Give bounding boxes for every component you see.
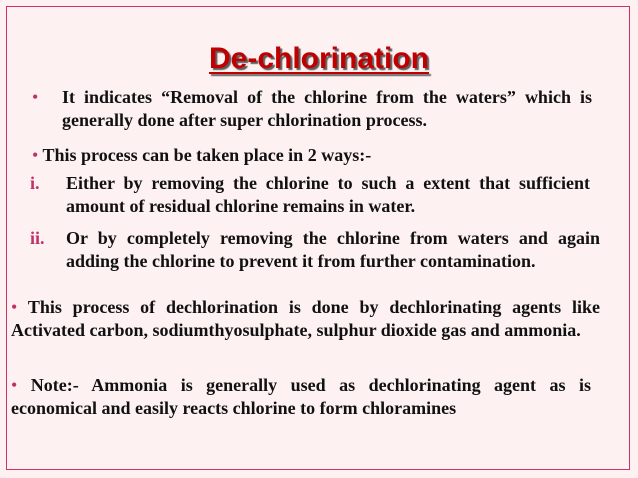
bullet-text: This process can be taken place in 2 ways:- xyxy=(42,145,372,165)
list-item-1 xyxy=(30,172,590,217)
list-item-text: Or by completely removing the chlorine from waters and again adding the chlorine to prevent it from further contamination. xyxy=(66,228,600,271)
bullet-removal-definition xyxy=(32,86,592,131)
list-marker: i. xyxy=(30,173,40,193)
list-item-text: Either by removing the chlorine to such a extent that sufficient amount of residual chlorine remains in water. xyxy=(66,173,590,216)
bullet-icon: • xyxy=(32,145,39,165)
slide-title: De-chlorination xyxy=(208,42,429,75)
bullet-note-ammonia xyxy=(11,374,591,419)
bullet-text: This process of dechlorination is done by dechlorinating agents like Activated carbon, sodiumthyosulphate, sulphur dioxide gas and ammonia. xyxy=(11,297,600,340)
bullet-icon: • xyxy=(11,375,18,395)
bullet-icon: • xyxy=(11,297,18,317)
list-marker: ii. xyxy=(30,228,45,248)
bullet-text: Note:- Ammonia is generally used as dechlorinating agent as is economical and easily reacts chlorine to form chloramines xyxy=(11,375,591,418)
bullet-two-ways xyxy=(32,144,592,167)
list-item-2 xyxy=(30,227,600,272)
bullet-text: It indicates “Removal of the chlorine from the waters” which is generally done after super chlorination process. xyxy=(62,87,592,130)
bullet-icon: • xyxy=(32,87,39,107)
bullet-dechlorinating-agents xyxy=(11,296,600,341)
